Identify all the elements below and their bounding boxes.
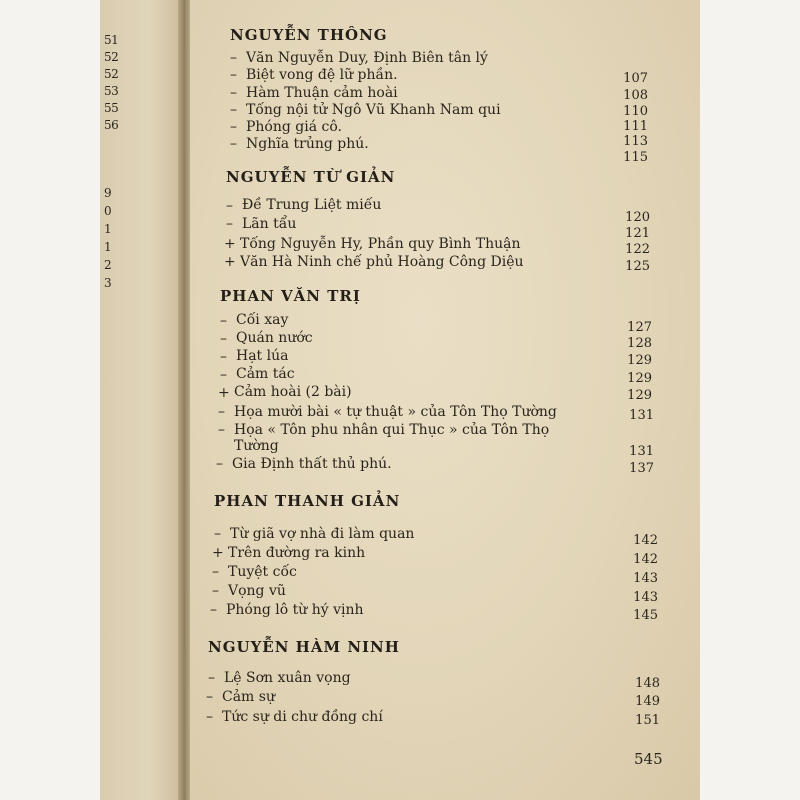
entry-mark: –	[226, 216, 233, 232]
entry-mark: –	[220, 313, 227, 329]
entry-mark: +	[218, 385, 230, 401]
entry-page: 148	[635, 676, 660, 691]
section-heading: PHAN THANH GIẢN	[214, 492, 401, 510]
entry-title: Nghĩa trủng phú.	[246, 136, 369, 152]
entry-title: Từ giã vợ nhà đi làm quan	[230, 526, 415, 542]
edge-number: 52	[104, 67, 119, 81]
entry-mark: –	[216, 456, 223, 472]
entry-title-continuation: Tường	[234, 438, 279, 454]
edge-number: 2	[104, 258, 112, 272]
entry-page: 131	[629, 444, 654, 459]
entry-mark: –	[230, 136, 237, 152]
entry-title: Họa mười bài « tự thuật » của Tôn Thọ Tường	[234, 404, 557, 420]
entry-title: Tức sự di chư đồng chí	[222, 709, 383, 725]
entry-page: 145	[633, 608, 658, 623]
entry-mark: –	[230, 119, 237, 135]
entry-mark: –	[220, 349, 227, 365]
entry-mark: –	[218, 422, 225, 438]
entry-mark: +	[224, 236, 236, 252]
entry-title: Quán nước	[236, 330, 313, 346]
entry-title: Lãn tẩu	[242, 216, 297, 232]
entry-page: 115	[623, 150, 648, 165]
entry-page: 107	[623, 71, 648, 86]
entry-mark: –	[230, 50, 237, 66]
entry-title: Lệ Sơn xuân vọng	[224, 670, 351, 686]
section-heading: NGUYỄN THÔNG	[230, 26, 388, 44]
entry-page: 149	[635, 694, 660, 709]
entry-title: Gia Định thất thủ phú.	[232, 456, 392, 472]
edge-number: 52	[104, 50, 119, 64]
entry-page: 120	[625, 210, 650, 225]
entry-mark: –	[226, 198, 233, 214]
entry-mark: –	[212, 583, 219, 599]
entry-title: Hạt lúa	[236, 348, 289, 364]
entry-title: Cối xay	[236, 312, 289, 328]
entry-title: Văn Hà Ninh chế phủ Hoàng Công Diệu	[240, 254, 524, 270]
entry-page: 129	[627, 353, 652, 368]
edge-number: 55	[104, 101, 119, 115]
left-page-edge	[100, 0, 182, 800]
entry-mark: –	[206, 689, 213, 705]
entry-title: Đề Trung Liệt miếu	[242, 197, 382, 213]
entry-mark: –	[214, 526, 221, 542]
entry-page: 108	[623, 88, 648, 103]
edge-number: 9	[104, 186, 112, 200]
entry-title: Tuyệt cốc	[228, 564, 297, 580]
entry-page: 121	[625, 226, 650, 241]
entry-title: Tống nội tử Ngô Vũ Khanh Nam qui	[246, 102, 501, 118]
entry-page: 111	[623, 119, 648, 134]
entry-title: Văn Nguyễn Duy, Định Biên tân lý	[246, 50, 488, 66]
entry-mark: +	[224, 254, 236, 270]
entry-mark: –	[218, 404, 225, 420]
entry-mark: +	[212, 545, 224, 561]
entry-title: Cảm sự	[222, 689, 275, 705]
entry-mark: –	[230, 85, 237, 101]
entry-page: 122	[625, 242, 650, 257]
edge-number: 1	[104, 240, 112, 254]
entry-page: 143	[633, 590, 658, 605]
entry-page: 142	[633, 533, 658, 548]
entry-title: Cảm hoài (2 bài)	[234, 384, 352, 400]
entry-mark: –	[230, 102, 237, 118]
section-heading: NGUYỄN HÀM NINH	[208, 638, 400, 656]
entry-page: 129	[627, 371, 652, 386]
entry-mark: –	[220, 331, 227, 347]
edge-number: 53	[104, 84, 119, 98]
entry-title: Cảm tác	[236, 366, 295, 382]
section-heading: PHAN VĂN TRỊ	[220, 287, 361, 305]
entry-title: Trên đường ra kinh	[228, 545, 366, 561]
entry-page: 127	[627, 320, 652, 335]
entry-mark: –	[206, 709, 213, 725]
entry-page: 129	[627, 388, 652, 403]
toc-page	[190, 0, 700, 800]
entry-page: 131	[629, 408, 654, 423]
edge-number: 0	[104, 204, 112, 218]
entry-page: 137	[629, 461, 654, 476]
entry-page: 151	[635, 713, 660, 728]
section-heading: NGUYỄN TỪ GIẢN	[226, 168, 396, 186]
entry-page: 125	[625, 259, 650, 274]
entry-page: 143	[633, 571, 658, 586]
entry-title: Tống Nguyễn Hy, Phần quy Bình Thuận	[240, 236, 521, 252]
edge-number: 1	[104, 222, 112, 236]
edge-number: 3	[104, 276, 112, 290]
entry-mark: –	[210, 602, 217, 618]
entry-page: 128	[627, 336, 652, 351]
entry-page: 110	[623, 104, 648, 119]
entry-mark: –	[230, 67, 237, 83]
entry-page: 113	[623, 134, 648, 149]
edge-number: 51	[104, 33, 119, 47]
page-folio-number: 545	[634, 750, 663, 768]
entry-title: Phóng lô từ hý vịnh	[226, 602, 364, 618]
entry-title: Vọng vũ	[228, 583, 286, 599]
entry-title: Phóng giá cô.	[246, 119, 343, 135]
entry-title: Họa « Tôn phu nhân qui Thục » của Tôn Thọ	[234, 422, 550, 438]
entry-mark: –	[212, 564, 219, 580]
entry-mark: –	[220, 367, 227, 383]
entry-mark: –	[208, 670, 215, 686]
entry-page: 142	[633, 552, 658, 567]
entry-title: Hàm Thuận cảm hoài	[246, 85, 398, 101]
entry-title: Biệt vong đệ lữ phần.	[246, 67, 398, 83]
edge-number: 56	[104, 118, 119, 132]
